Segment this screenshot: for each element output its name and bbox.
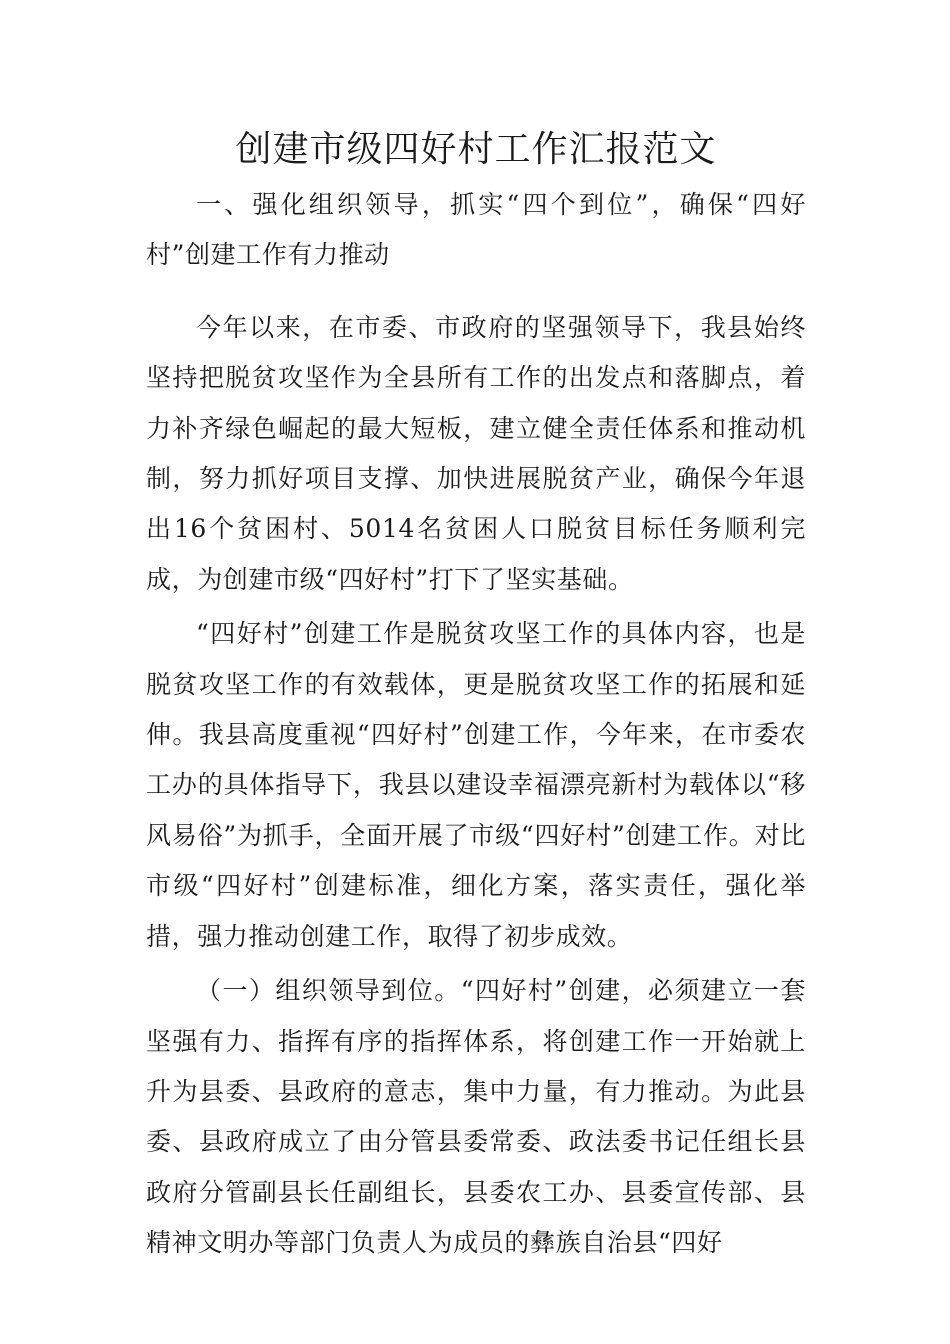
section-heading: 一、强化组织领导，抓实“四个到位”，确保“四好村”创建工作有力推动 [146, 190, 806, 270]
document-title: 创建市级四好村工作汇报范文 [235, 129, 717, 170]
body-paragraph-3: （一）组织领导到位。“四好村”创建，必须建立一套坚强有力、指挥有序的指挥体系，将创建工作一开始就上升为县委、县政府的意志，集中力量，有力推动。为此县委、县政府成立了由分管县委常委、政法委书记任组长县政府分管副县长任副组长，县委农工办、县委宣传部、县精神文明办等部门负责人为成员的彝族自治县“四好 [146, 976, 806, 1258]
body-paragraph-2: “四好村”创建工作是脱贫攻坚工作的具体内容，也是脱贫攻坚工作的有效载体，更是脱贫攻坚工作的拓展和延伸。我县高度重视“四好村”创建工作，今年来，在市委农工办的具体指导下，我县以建设幸福漂亮新村为载体以“移风易俗”为抓手，全面开展了市级“四好村”创建工作。对比市级“四好村”创建标准，细化方案，落实责任，强化举措，强力推动创建工作，取得了初步成效。 [146, 619, 806, 951]
body-paragraph-1: 今年以来，在市委、市政府的坚强领导下，我县始终坚持把脱贫攻坚作为全县所有工作的出发点和落脚点，着力补齐绿色崛起的最大短板，建立健全责任体系和推动机制，努力抓好项目支撑、加快进展脱贫产业，确保今年退出16个贫困村、5014名贫困人口脱贫目标任务顺利完成，为创建市级“四好村”打下了坚实基础。 [146, 312, 806, 594]
document-page [146, 120, 806, 1269]
